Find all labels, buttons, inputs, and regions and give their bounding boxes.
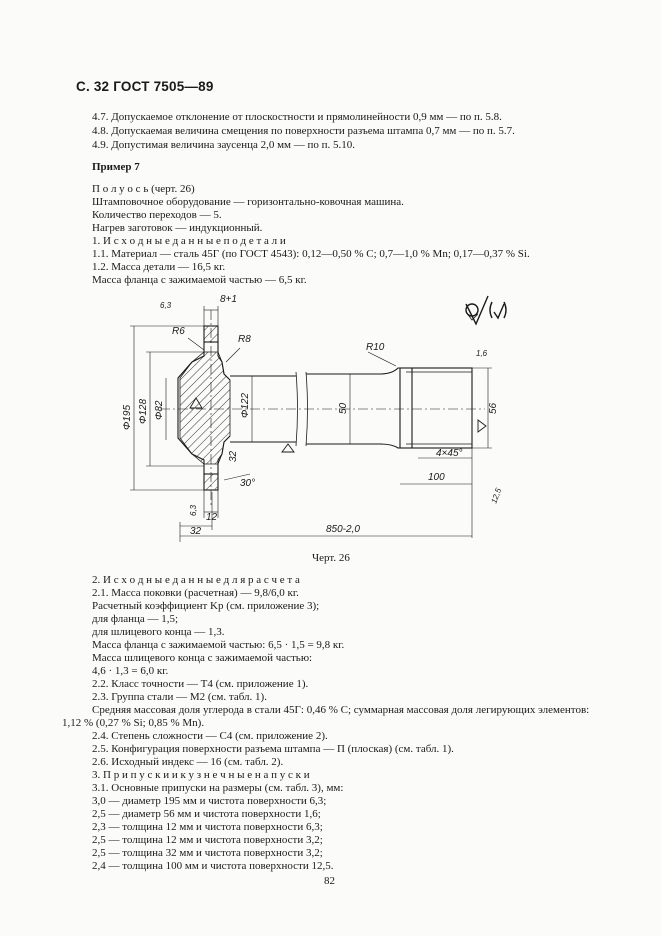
intro-line: 1. И с х о д н ы е д а н н ы е п о д е т а л и	[92, 235, 286, 247]
calc-line: 3,0 — диаметр 195 мм и чистота поверхности 6,3;	[92, 795, 327, 807]
shaft-bottom-edge	[230, 442, 400, 448]
calc-line: Масса фланца с зажимаемой частью: 6,5 · 1,5 = 9,8 кг.	[92, 639, 345, 651]
calc-line: 2. И с х о д н ы е д а н н ы е д л я р а с ч е т а	[92, 574, 300, 586]
dim-d82: Φ82	[154, 400, 165, 420]
chamfer-label: 4×45°	[436, 448, 463, 459]
calc-line: 2.2. Класс точности — Т4 (см. приложение 1).	[92, 678, 309, 690]
calc-line: 2,5 — толщина 32 мм и чистота поверхности 3,2;	[92, 847, 323, 859]
dim-d122: Φ122	[240, 392, 251, 418]
roughness-6-3-top: 6,3	[160, 301, 172, 310]
intro-line: Масса фланца с зажимаемой частью — 6,5 кг.	[92, 274, 307, 286]
text-line-4-8: 4.8. Допускаемая величина смещения по поверхности разъема штампа 0,7 мм — по п. 5.7.	[92, 125, 515, 137]
shaft-top-edge	[230, 368, 400, 376]
calc-line: 4,6 · 1,3 = 6,0 кг.	[92, 665, 169, 677]
text-line-4-9: 4.9. Допустимая величина заусенца 2,0 мм — по п. 5.10.	[92, 139, 356, 151]
intro-line: Нагрев заготовок — индукционный.	[92, 222, 263, 234]
calc-line: 3. П р и п у с к и и к у з н е ч н ы е н а п у с к и	[92, 769, 310, 781]
calc-line: 2.1. Масса поковки (расчетная) — 9,8/6,0 кг.	[92, 587, 299, 599]
dim-d195: Φ195	[122, 404, 133, 430]
calc-line: 3.1. Основные припуски на размеры (см. табл. 3), мм:	[92, 782, 344, 794]
radius-r8: R8	[238, 334, 251, 345]
intro-line: 1.1. Материал — сталь 45Г (по ГОСТ 4543): 0,12—0,50 % С; 0,7—1,0 % Mn; 0,17—0,37 % Si.	[92, 248, 530, 260]
calc-line: 2.4. Степень сложности — С4 (см. приложение 2).	[92, 730, 328, 742]
flange-section	[180, 352, 230, 464]
calc-line: 2,5 — диаметр 56 мм и чистота поверхности 1,6;	[92, 808, 321, 820]
roughness-12-5: 12,5	[489, 486, 504, 505]
page-number: 82	[324, 875, 335, 887]
angle-30: 30°	[240, 478, 256, 489]
text-line-4-7: 4.7. Допускаемое отклонение от плоскостности и прямолинейности 0,9 мм — по п. 5.8.	[92, 111, 502, 123]
calc-line: 2,3 — толщина 12 мм и чистота поверхности 6,3;	[92, 821, 323, 833]
calc-line: Средняя массовая доля углерода в стали 45Г: 0,46 % С; суммарная массовая доля легирующих элементов:	[92, 704, 590, 716]
radius-r6: R6	[172, 326, 185, 337]
intro-line: 1.2. Масса детали — 16,5 кг.	[92, 261, 226, 273]
calc-line: 2.5. Конфигурация поверхности разъема штампа — П (плоская) (см. табл. 1).	[92, 743, 454, 755]
page-header: С. 32 ГОСТ 7505—89	[76, 79, 214, 94]
roughness-6-3-bottom: 6,3	[189, 504, 198, 516]
dim-d128: Φ128	[138, 398, 149, 424]
calc-line: 2.3. Группа стали — М2 (см. табл. 1).	[92, 691, 267, 703]
calc-line: для шлицевого конца — 1,3.	[92, 626, 225, 638]
angle-32: 32	[228, 450, 239, 462]
intro-line: П о л у о с ь (черт. 26)	[92, 183, 195, 195]
calc-line: 1,12 % (0,27 % Si; 0,85 % Mn).	[62, 717, 205, 729]
dim-100: 100	[428, 472, 445, 483]
roughness-1-6: 1,6	[476, 349, 488, 358]
example-title: Пример 7	[92, 161, 140, 173]
technical-drawing	[100, 290, 540, 550]
dim-850: 850-2,0	[326, 524, 360, 535]
figure-caption: Черт. 26	[312, 552, 350, 564]
intro-line: Штамповочное оборудование — горизонтально-ковочная машина.	[92, 196, 404, 208]
intro-line: Количество переходов — 5.	[92, 209, 222, 221]
calc-line: 2,5 — толщина 12 мм и чистота поверхности 3,2;	[92, 834, 323, 846]
radius-r10: R10	[366, 342, 385, 353]
calc-line: 2,4 — толщина 100 мм и чистота поверхности 12,5.	[92, 860, 334, 872]
splined-end	[400, 368, 472, 448]
calc-line: 2.6. Исходный индекс — 16 (см. табл. 2).	[92, 756, 284, 768]
dim-50: 50	[338, 402, 349, 414]
dim-32: 32	[190, 526, 202, 537]
calc-line: для фланца — 1,5;	[92, 613, 179, 625]
calc-line: Масса шлицевого конца с зажимаемой частью:	[92, 652, 313, 664]
dim-56: 56	[488, 402, 499, 414]
flange-thickness-8: 8+1	[220, 294, 237, 305]
dim-12: 12	[206, 512, 218, 523]
calc-line: Расчетный коэффициент Kр (см. приложение 3);	[92, 600, 320, 612]
